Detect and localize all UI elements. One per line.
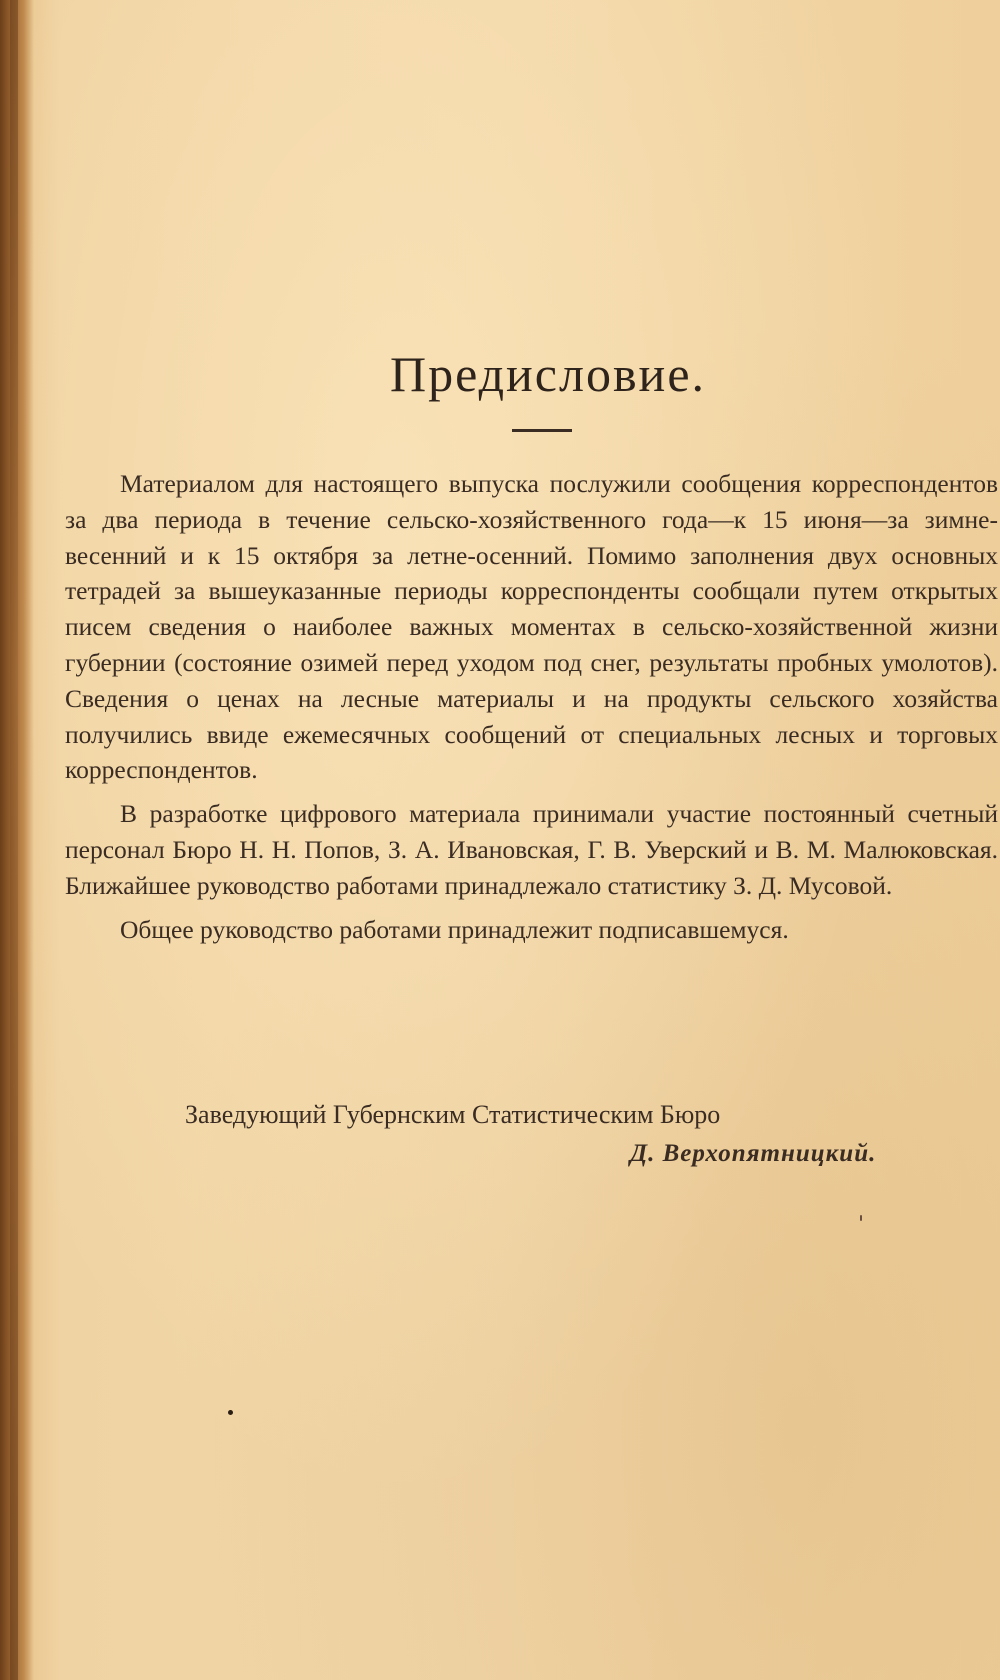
- ink-speck: [860, 1215, 862, 1221]
- title-divider: [512, 429, 572, 432]
- paragraph-general-direction: Общее руководство работами принадлежит подписавшемуся.: [120, 914, 789, 944]
- signature-block: [185, 1100, 945, 1168]
- preface-page: [65, 345, 998, 947]
- ink-speck: [228, 1410, 233, 1415]
- paragraph-staff: В разработке цифрового материала принимали участие постоянный счетный персонал Бюро Н. Н. Попов, З. А. Ивановская, Г. В. Уверский и В. М. Малюковская. Ближайшее руководство работами принадлежало статистику З. Д. Мусовой.: [65, 799, 998, 900]
- page-title: Предисловие.: [389, 346, 707, 402]
- paragraph-materials: Материалом для настоящего выпуска послужили сообщения корреспондентов за два периода в течение сельско-хозяйственного года—к 15 июня—за зимне-весенний и к 15 октября за летне-осенний. Помимо заполнения двух основных тетрадей за вышеуказанные периоды корреспонденты сообщали путем открытых писем сведения о наиболее важных моментах в сельско-хозяйственной жизни губернии (состояние озимей перед уходом под снег, результаты пробных умолотов). Сведения о ценах на лесные материалы и на продукты сельского хозяйства получились ввиде ежемесячных сообщений от специальных лесных и торговых корреспондентов.: [65, 469, 998, 785]
- binding-shadow: [10, 0, 18, 1680]
- signature-name: Д. Верхопятницкий.: [630, 1140, 877, 1167]
- signature-position: Заведующий Губернским Статистическим Бюро: [185, 1100, 721, 1129]
